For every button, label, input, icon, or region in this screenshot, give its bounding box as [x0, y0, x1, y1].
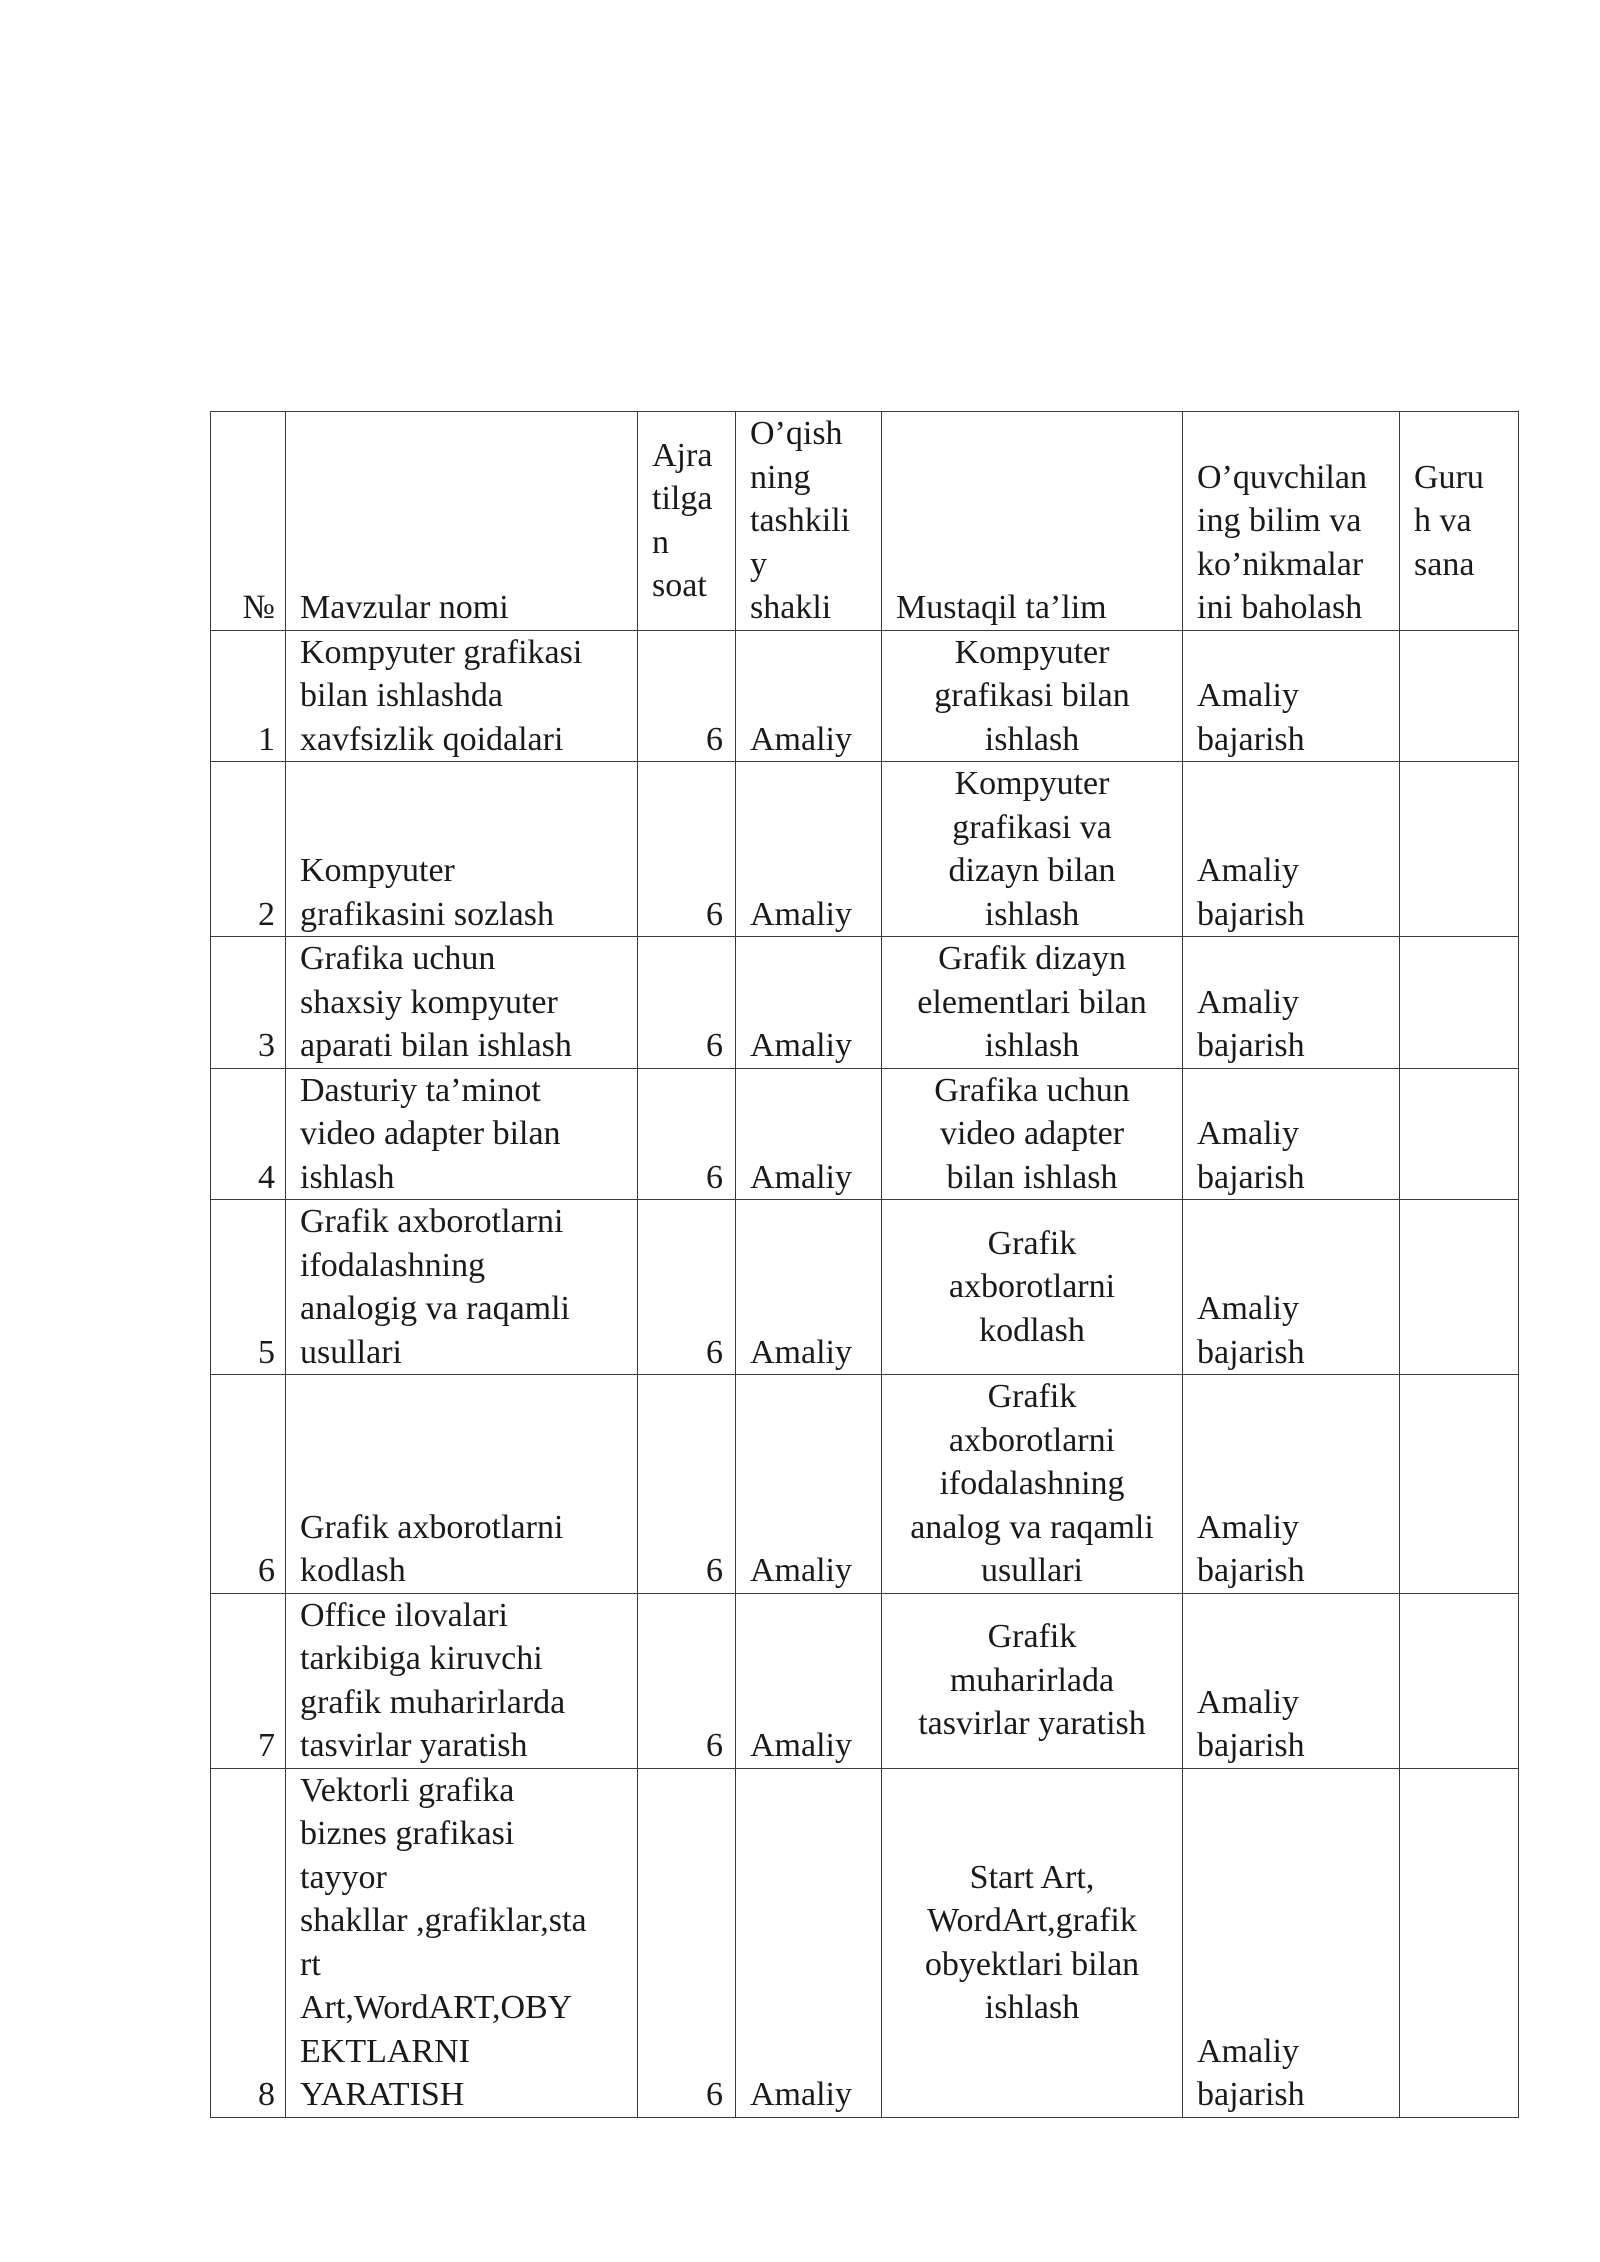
row-number: 5 [211, 1200, 286, 1375]
table-row [211, 1768, 1519, 2117]
hours-cell: 6 [638, 630, 736, 762]
self-study-cell: Grafik axborotlarni kodlash [882, 1200, 1183, 1375]
self-study-cell: Kompyuter grafikasi va dizayn bilan ishlash [882, 762, 1183, 937]
header-number: № [211, 412, 286, 631]
topic-name-cell: Kompyuter grafikasini sozlash [286, 762, 638, 937]
topic-name-cell: Grafik axborotlarni ifodalashning analogig va raqamli usullari [286, 1200, 638, 1375]
table-row [211, 630, 1519, 762]
evaluation-cell: Amaliy bajarish [1183, 1375, 1400, 1594]
hours-cell: 6 [638, 1068, 736, 1200]
evaluation-cell: Amaliy bajarish [1183, 762, 1400, 937]
study-form-cell: Amaliy [736, 937, 882, 1069]
group-date-cell [1400, 1768, 1519, 2117]
hours-cell: 6 [638, 1768, 736, 2117]
hours-cell: 6 [638, 762, 736, 937]
group-date-cell [1400, 1200, 1519, 1375]
study-form-cell: Amaliy [736, 1068, 882, 1200]
study-form-cell: Amaliy [736, 1375, 882, 1594]
topic-name-cell: Dasturiy ta’minot video adapter bilan ishlash [286, 1068, 638, 1200]
row-number: 8 [211, 1768, 286, 2117]
study-form-cell: Amaliy [736, 1593, 882, 1768]
evaluation-cell: Amaliy bajarish [1183, 1593, 1400, 1768]
table-row [211, 1068, 1519, 1200]
topic-name-cell: Grafika uchun shaxsiy kompyuter aparati bilan ishlash [286, 937, 638, 1069]
row-number: 7 [211, 1593, 286, 1768]
group-date-cell [1400, 1068, 1519, 1200]
group-date-cell [1400, 1375, 1519, 1594]
evaluation-cell: Amaliy bajarish [1183, 1200, 1400, 1375]
header-self-study: Mustaqil ta’lim [882, 412, 1183, 631]
study-form-cell: Amaliy [736, 1768, 882, 2117]
hours-cell: 6 [638, 1375, 736, 1594]
evaluation-cell: Amaliy bajarish [1183, 1068, 1400, 1200]
header-evaluation: O’quvchilan ing bilim va ko’nikmalar ini baholash [1183, 412, 1400, 631]
lesson-plan-table [210, 411, 1519, 2118]
topic-name-cell: Grafik axborotlarni kodlash [286, 1375, 638, 1594]
row-number: 4 [211, 1068, 286, 1200]
study-form-cell: Amaliy [736, 1200, 882, 1375]
study-form-cell: Amaliy [736, 762, 882, 937]
table-row [211, 1200, 1519, 1375]
row-number: 3 [211, 937, 286, 1069]
hours-cell: 6 [638, 937, 736, 1069]
header-allocated-hours: Ajra tilga n soat [638, 412, 736, 631]
self-study-cell: Start Art, WordArt,grafik obyektlari bilan ishlash [882, 1768, 1183, 2117]
table-row [211, 1593, 1519, 1768]
group-date-cell [1400, 630, 1519, 762]
self-study-cell: Grafik muharirlada tasvirlar yaratish [882, 1593, 1183, 1768]
group-date-cell [1400, 762, 1519, 937]
header-topic-name: Mavzular nomi [286, 412, 638, 631]
topic-name-cell: Office ilovalari tarkibiga kiruvchi grafik muharirlarda tasvirlar yaratish [286, 1593, 638, 1768]
table-row [211, 1375, 1519, 1594]
table-row [211, 937, 1519, 1069]
header-group-date: Guru h va sana [1400, 412, 1519, 631]
hours-cell: 6 [638, 1200, 736, 1375]
hours-cell: 6 [638, 1593, 736, 1768]
group-date-cell [1400, 1593, 1519, 1768]
group-date-cell [1400, 937, 1519, 1069]
table-body [211, 630, 1519, 2117]
table-row [211, 762, 1519, 937]
table-header-row [211, 412, 1519, 631]
topic-name-cell: Vektorli grafika biznes grafikasi tayyor shakllar ,grafiklar,sta rt Art,WordART,OBY EKTLARNI YARATISH [286, 1768, 638, 2117]
topic-name-cell: Kompyuter grafikasi bilan ishlashda xavfsizlik qoidalari [286, 630, 638, 762]
header-study-form: O’qish ning tashkili y shakli [736, 412, 882, 631]
row-number: 1 [211, 630, 286, 762]
self-study-cell: Grafika uchun video adapter bilan ishlash [882, 1068, 1183, 1200]
row-number: 2 [211, 762, 286, 937]
self-study-cell: Kompyuter grafikasi bilan ishlash [882, 630, 1183, 762]
study-form-cell: Amaliy [736, 630, 882, 762]
self-study-cell: Grafik axborotlarni ifodalashning analog va raqamli usullari [882, 1375, 1183, 1594]
evaluation-cell: Amaliy bajarish [1183, 937, 1400, 1069]
evaluation-cell: Amaliy bajarish [1183, 1768, 1400, 2117]
row-number: 6 [211, 1375, 286, 1594]
self-study-cell: Grafik dizayn elementlari bilan ishlash [882, 937, 1183, 1069]
evaluation-cell: Amaliy bajarish [1183, 630, 1400, 762]
